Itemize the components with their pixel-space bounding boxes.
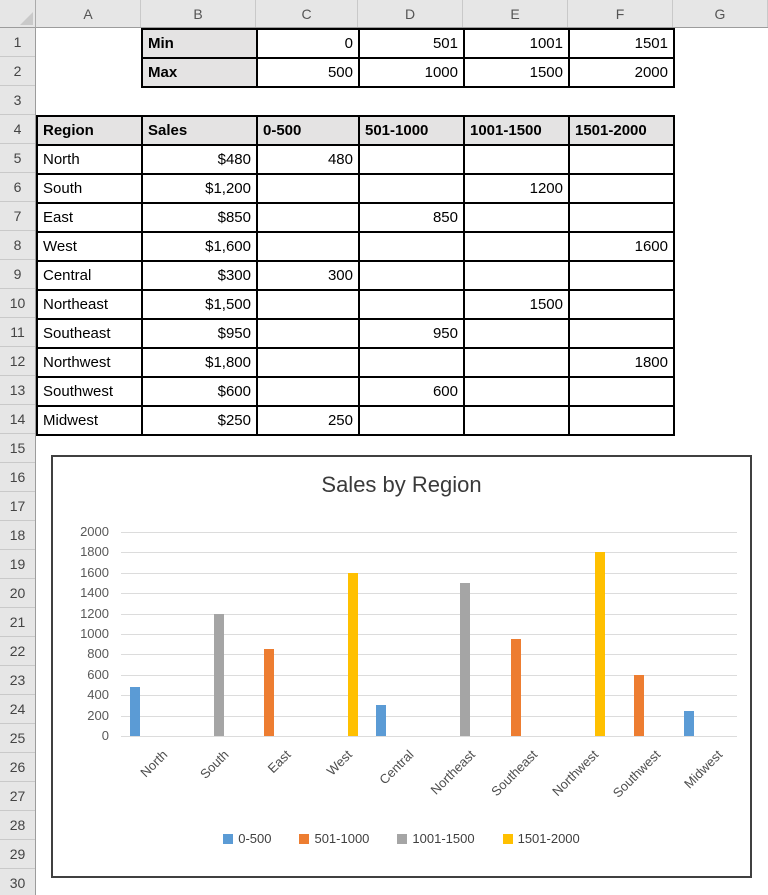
- legend-item-1001-1500[interactable]: [397, 831, 474, 846]
- x-axis-label-central: Central: [376, 747, 417, 788]
- bar-south[interactable]: [214, 614, 224, 736]
- bucket-cell[interactable]: [569, 319, 674, 348]
- row-header-17[interactable]: 17: [0, 492, 35, 521]
- row-header-4[interactable]: 4: [0, 115, 35, 144]
- sales-header-cell[interactable]: 1501-2000: [569, 116, 674, 145]
- region-cell[interactable]: Southeast: [37, 319, 142, 348]
- legend-label: 0-500: [238, 831, 272, 846]
- gridline-1600: [121, 573, 737, 574]
- bucket-cell[interactable]: [464, 348, 569, 377]
- row-header-9[interactable]: 9: [0, 260, 35, 289]
- row-header-3[interactable]: 3: [0, 86, 35, 115]
- row-headers: [0, 28, 36, 895]
- x-axis-label-northwest: Northwest: [549, 747, 602, 799]
- region-cell[interactable]: Midwest: [37, 406, 142, 435]
- table-row: [37, 406, 674, 435]
- bar-northwest[interactable]: [595, 552, 605, 736]
- table-row: [37, 377, 674, 406]
- bucket-cell[interactable]: [257, 290, 359, 319]
- bucket-cell[interactable]: [359, 174, 464, 203]
- row-header-24[interactable]: 24: [0, 695, 35, 724]
- minmax-value-cell[interactable]: 500: [257, 58, 359, 87]
- column-header-B[interactable]: B: [141, 0, 256, 27]
- bucket-cell[interactable]: [257, 232, 359, 261]
- region-cell[interactable]: West: [37, 232, 142, 261]
- bucket-cell[interactable]: [464, 319, 569, 348]
- row-header-6[interactable]: 6: [0, 173, 35, 202]
- row-header-23[interactable]: 23: [0, 666, 35, 695]
- legend-marker-icon: [299, 834, 309, 844]
- sales-header-cell[interactable]: 0-500: [257, 116, 359, 145]
- bucket-cell[interactable]: 950: [359, 319, 464, 348]
- bucket-cell[interactable]: 250: [257, 406, 359, 435]
- region-cell[interactable]: East: [37, 203, 142, 232]
- legend-label: 1501-2000: [517, 831, 580, 846]
- row-header-18[interactable]: 18: [0, 521, 35, 550]
- minmax-value-cell[interactable]: 1500: [464, 58, 569, 87]
- row-header-12[interactable]: 12: [0, 347, 35, 376]
- column-header-G[interactable]: G: [673, 0, 768, 27]
- bar-southwest[interactable]: [634, 675, 644, 736]
- bucket-cell[interactable]: [359, 261, 464, 290]
- gridline-1800: [121, 552, 737, 553]
- bucket-cell[interactable]: [464, 145, 569, 174]
- table-row: [37, 261, 674, 290]
- minmax-value-cell[interactable]: 501: [359, 29, 464, 58]
- sales-header-cell[interactable]: 501-1000: [359, 116, 464, 145]
- bucket-cell[interactable]: [464, 377, 569, 406]
- y-axis-label-0: 0: [101, 728, 109, 743]
- row-header-26[interactable]: 26: [0, 753, 35, 782]
- sales-cell[interactable]: $600: [142, 377, 257, 406]
- sales-cell[interactable]: $1,800: [142, 348, 257, 377]
- bucket-cell[interactable]: [569, 377, 674, 406]
- row-header-28[interactable]: 28: [0, 811, 35, 840]
- y-axis-label-1800: 1800: [80, 544, 109, 560]
- minmax-row-min: [142, 29, 674, 58]
- y-axis-label-800: 800: [87, 646, 109, 662]
- row-header-20[interactable]: 20: [0, 579, 35, 608]
- bar-northeast[interactable]: [460, 583, 470, 736]
- minmax-value-cell[interactable]: 2000: [569, 58, 674, 87]
- bucket-cell[interactable]: 600: [359, 377, 464, 406]
- sales-cell[interactable]: $850: [142, 203, 257, 232]
- sales-cell[interactable]: $480: [142, 145, 257, 174]
- bucket-cell[interactable]: [569, 406, 674, 435]
- bucket-cell[interactable]: [359, 290, 464, 319]
- minmax-value-cell[interactable]: 1501: [569, 29, 674, 58]
- legend-label: 501-1000: [314, 831, 370, 846]
- region-cell[interactable]: Southwest: [37, 377, 142, 406]
- bucket-cell[interactable]: [569, 203, 674, 232]
- table-row: [37, 232, 674, 261]
- sales-header-cell[interactable]: 1001-1500: [464, 116, 569, 145]
- legend-marker-icon: [503, 834, 513, 844]
- bucket-cell[interactable]: 1500: [464, 290, 569, 319]
- minmax-label-cell[interactable]: Min: [142, 29, 257, 58]
- bucket-cell[interactable]: [569, 261, 674, 290]
- bucket-cell[interactable]: [257, 348, 359, 377]
- minmax-value-cell[interactable]: 1001: [464, 29, 569, 58]
- y-axis-label-1000: 1000: [80, 626, 109, 641]
- table-row: [37, 348, 674, 377]
- legend-label: 1001-1500: [412, 831, 475, 846]
- sales-cell[interactable]: $300: [142, 261, 257, 290]
- row-header-13[interactable]: 13: [0, 376, 35, 405]
- select-all-triangle-icon: [20, 12, 33, 25]
- row-header-19[interactable]: 19: [0, 550, 35, 579]
- x-axis-label-north: North: [137, 747, 171, 781]
- bucket-cell[interactable]: 1800: [569, 348, 674, 377]
- legend-item-501-1000[interactable]: [299, 831, 369, 846]
- bucket-cell[interactable]: [464, 203, 569, 232]
- table-row: [37, 174, 674, 203]
- minmax-value-cell[interactable]: 1000: [359, 58, 464, 87]
- x-axis-label-southeast: Southeast: [487, 747, 540, 800]
- x-axis-label-midwest: Midwest: [680, 747, 725, 792]
- minmax-label-cell[interactable]: Max: [142, 58, 257, 87]
- region-cell[interactable]: Northeast: [37, 290, 142, 319]
- gridline-0: [121, 736, 737, 737]
- x-axis-label-south: South: [197, 747, 232, 782]
- legend-item-1501-2000[interactable]: [503, 831, 580, 846]
- y-axis-label-600: 600: [87, 666, 109, 682]
- row-header-21[interactable]: 21: [0, 608, 35, 637]
- region-cell[interactable]: Central: [37, 261, 142, 290]
- bucket-cell[interactable]: [257, 319, 359, 348]
- bucket-cell[interactable]: [257, 377, 359, 406]
- chart-title: Sales by Region: [321, 472, 482, 497]
- sales-cell[interactable]: $1,600: [142, 232, 257, 261]
- row-header-10[interactable]: 10: [0, 289, 35, 318]
- bucket-cell[interactable]: 300: [257, 261, 359, 290]
- row-header-14[interactable]: 14: [0, 405, 35, 434]
- legend-marker-icon: [223, 834, 233, 844]
- region-cell[interactable]: South: [37, 174, 142, 203]
- bar-central[interactable]: [376, 705, 386, 736]
- row-header-15[interactable]: 15: [0, 434, 35, 463]
- bucket-cell[interactable]: 1200: [464, 174, 569, 203]
- legend-item-0-500[interactable]: [223, 831, 271, 846]
- x-axis-label-southwest: Southwest: [609, 747, 664, 801]
- table-row: [37, 203, 674, 232]
- row-header-30[interactable]: 30: [0, 869, 35, 895]
- row-header-2[interactable]: 2: [0, 57, 35, 86]
- table-row: [37, 290, 674, 319]
- bucket-cell[interactable]: [359, 406, 464, 435]
- region-cell[interactable]: Northwest: [37, 348, 142, 377]
- table-row: [37, 319, 674, 348]
- row-header-25[interactable]: 25: [0, 724, 35, 753]
- cell-grid[interactable]: [36, 28, 768, 895]
- gridline-2000: [121, 532, 737, 533]
- chart-legend: [53, 831, 750, 846]
- bucket-cell[interactable]: [464, 261, 569, 290]
- column-header-A[interactable]: A: [36, 0, 141, 27]
- column-header-E[interactable]: E: [463, 0, 568, 27]
- y-axis-label-200: 200: [87, 707, 109, 723]
- bucket-cell[interactable]: [257, 174, 359, 203]
- sales-chart[interactable]: [51, 455, 752, 878]
- column-header-F[interactable]: F: [568, 0, 673, 27]
- row-header-22[interactable]: 22: [0, 637, 35, 666]
- y-axis-label-1200: 1200: [80, 605, 109, 621]
- bar-southeast[interactable]: [511, 639, 521, 736]
- bucket-cell[interactable]: [464, 232, 569, 261]
- y-axis-label-1600: 1600: [80, 564, 109, 580]
- bucket-cell[interactable]: [359, 348, 464, 377]
- bucket-cell[interactable]: [569, 174, 674, 203]
- row-header-27[interactable]: 27: [0, 782, 35, 811]
- column-header-D[interactable]: D: [358, 0, 463, 27]
- column-headers: [36, 0, 768, 28]
- bucket-cell[interactable]: 1600: [569, 232, 674, 261]
- row-header-1[interactable]: 1: [0, 28, 35, 57]
- bucket-cell[interactable]: [359, 145, 464, 174]
- bar-midwest[interactable]: [684, 711, 694, 737]
- bucket-cell[interactable]: [569, 290, 674, 319]
- bar-west[interactable]: [348, 573, 358, 736]
- row-header-29[interactable]: 29: [0, 840, 35, 869]
- x-axis-label-west: West: [323, 747, 356, 779]
- minmax-row-max: [142, 58, 674, 87]
- bar-east[interactable]: [264, 649, 274, 736]
- y-axis-label-400: 400: [87, 687, 109, 703]
- y-axis-label-2000: 2000: [80, 524, 109, 539]
- bar-north[interactable]: [130, 687, 140, 736]
- minmax-value-cell[interactable]: 0: [257, 29, 359, 58]
- minmax-table: [141, 28, 675, 88]
- sales-cell[interactable]: $1,200: [142, 174, 257, 203]
- row-header-11[interactable]: 11: [0, 318, 35, 347]
- sales-cell[interactable]: $950: [142, 319, 257, 348]
- sales-cell[interactable]: $250: [142, 406, 257, 435]
- x-axis-label-east: East: [264, 747, 294, 777]
- sales-header-cell[interactable]: Sales: [142, 116, 257, 145]
- bucket-cell[interactable]: [569, 145, 674, 174]
- table-row: [37, 145, 674, 174]
- x-axis-label-northeast: Northeast: [427, 747, 479, 798]
- legend-marker-icon: [397, 834, 407, 844]
- y-axis-label-1400: 1400: [80, 585, 109, 601]
- column-header-C[interactable]: C: [256, 0, 358, 27]
- sales-header-row: [37, 116, 674, 145]
- gridline-1400: [121, 593, 737, 594]
- bucket-cell[interactable]: [257, 203, 359, 232]
- sales-header-cell[interactable]: Region: [37, 116, 142, 145]
- bucket-cell[interactable]: [359, 232, 464, 261]
- sales-cell[interactable]: $1,500: [142, 290, 257, 319]
- bucket-cell[interactable]: [464, 406, 569, 435]
- bucket-cell[interactable]: 480: [257, 145, 359, 174]
- select-all-corner[interactable]: [0, 0, 36, 28]
- row-header-5[interactable]: 5: [0, 144, 35, 173]
- bucket-cell[interactable]: 850: [359, 203, 464, 232]
- row-header-8[interactable]: 8: [0, 231, 35, 260]
- region-cell[interactable]: North: [37, 145, 142, 174]
- sales-table: [36, 115, 675, 436]
- row-header-7[interactable]: 7: [0, 202, 35, 231]
- row-header-16[interactable]: 16: [0, 463, 35, 492]
